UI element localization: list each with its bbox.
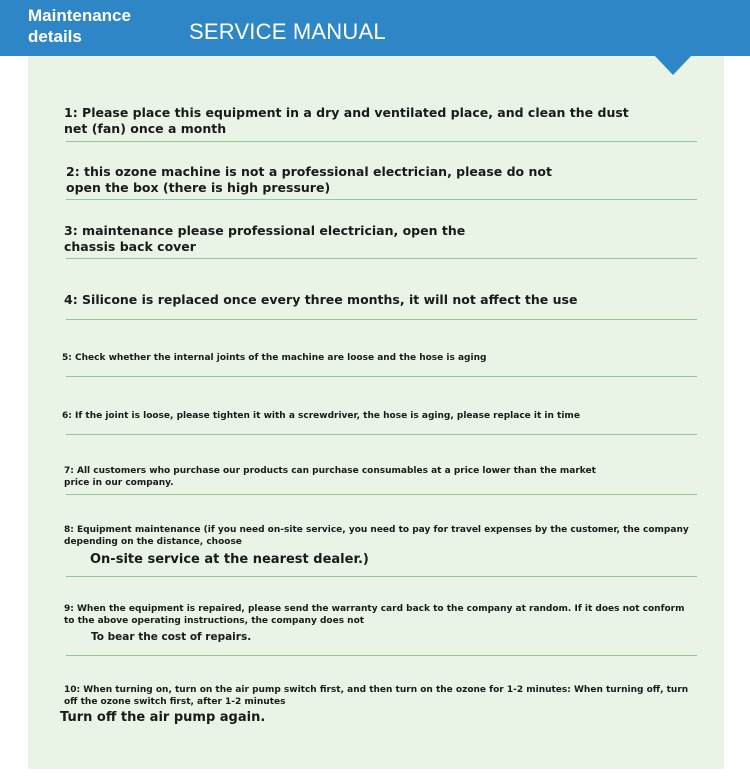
list-item-7	[64, 465, 604, 489]
item-continuation: To bear the cost of repairs.	[91, 631, 252, 643]
item-text: 6: If the joint is loose, please tighten it with a screwdriver, the hose is aging, please replace it in time	[62, 411, 580, 421]
section-subtitle: Maintenance details	[28, 6, 131, 46]
item-text: 5: Check whether the internal joints of the machine are loose and the hose is aging	[62, 353, 487, 363]
item-text: 7: All customers who purchase our products can purchase consumables at a price lower than the market price in our company.	[64, 466, 596, 488]
divider	[66, 494, 697, 495]
item-continuation: Turn off the air pump again.	[60, 710, 266, 725]
divider	[66, 258, 697, 259]
list-item-2	[66, 164, 576, 196]
divider	[66, 199, 697, 200]
divider	[66, 434, 697, 435]
list-item-8	[64, 524, 704, 569]
list-item-4	[64, 292, 714, 308]
list-item-6	[62, 410, 712, 422]
item-text: 2: this ozone machine is not a professional electrician, please do not open the box (there is high pressure)	[66, 164, 552, 195]
item-text: 1: Please place this equipment in a dry and ventilated place, and clean the dust net (fan) once a month	[64, 105, 629, 136]
list-item-3	[64, 223, 504, 255]
list-item-9	[64, 603, 689, 644]
item-text: 8: Equipment maintenance (if you need on-site service, you need to pay for travel expenses by the customer, the company depending on the distance, choose	[64, 525, 689, 547]
item-continuation: On-site service at the nearest dealer.)	[90, 552, 369, 567]
item-text: 9: When the equipment is repaired, please send the warranty card back to the company at random. If it does not conform to the above operating instructions, the company does not	[64, 604, 685, 626]
list-item-5	[62, 352, 712, 364]
item-text: 3: maintenance please professional electrician, open the chassis back cover	[64, 223, 466, 254]
divider	[66, 141, 697, 142]
header-banner	[0, 0, 750, 56]
divider	[66, 655, 697, 656]
divider	[66, 576, 697, 577]
item-text: 10: When turning on, turn on the air pump switch first, and then turn on the ozone for 1-2 minutes: When turning off, turn off the ozone switch first, after 1-2 minutes	[64, 685, 689, 707]
list-item-10	[60, 684, 704, 727]
item-text: 4: Silicone is replaced once every three months, it will not affect the use	[64, 292, 578, 307]
page-title: SERVICE MANUAL	[189, 19, 386, 44]
divider	[66, 376, 697, 377]
divider	[66, 319, 697, 320]
list-item-1	[64, 105, 654, 137]
banner-pointer-arrow	[654, 55, 692, 75]
